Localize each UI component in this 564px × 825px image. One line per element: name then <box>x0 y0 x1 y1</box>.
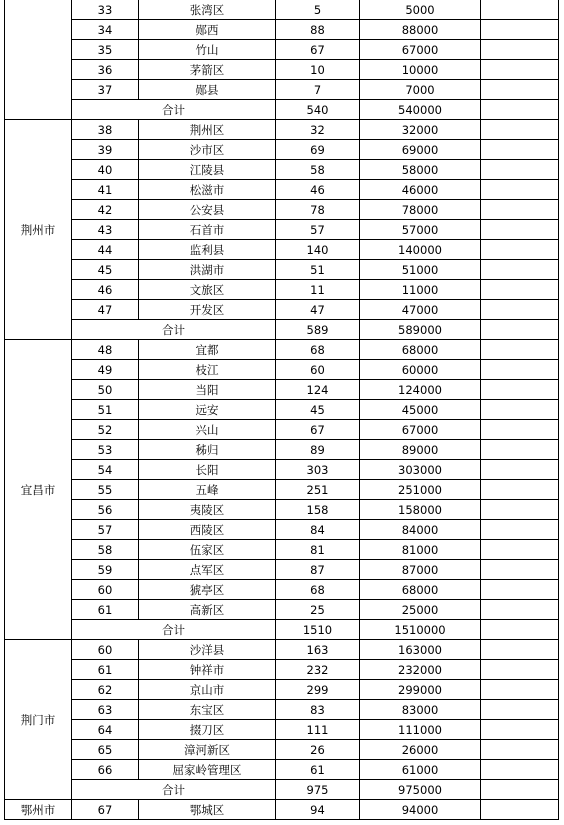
table-row <box>5 200 559 220</box>
count-cell: 78 <box>276 200 360 220</box>
document-page <box>4 0 559 820</box>
remark-cell <box>481 20 559 40</box>
count-cell: 68 <box>276 340 360 360</box>
serial-number-cell: 55 <box>72 480 139 500</box>
amount-cell: 10000 <box>360 60 481 80</box>
district-cell: 鄂城区 <box>139 800 276 820</box>
table-row <box>5 700 559 720</box>
remark-cell <box>481 480 559 500</box>
remark-cell <box>481 0 559 20</box>
remark-cell <box>481 360 559 380</box>
table-row <box>5 760 559 780</box>
count-cell: 67 <box>276 420 360 440</box>
amount-cell: 163000 <box>360 640 481 660</box>
table-row <box>5 0 559 20</box>
count-cell: 68 <box>276 580 360 600</box>
amount-cell: 84000 <box>360 520 481 540</box>
amount-cell: 67000 <box>360 420 481 440</box>
serial-number-cell: 36 <box>72 60 139 80</box>
count-cell: 84 <box>276 520 360 540</box>
table-row <box>5 500 559 520</box>
subtotal-label-cell: 合计 <box>72 100 276 120</box>
serial-number-cell: 60 <box>72 580 139 600</box>
amount-cell: 47000 <box>360 300 481 320</box>
amount-cell: 60000 <box>360 360 481 380</box>
city-cell: 鄂州市 <box>5 800 72 820</box>
district-cell: 高新区 <box>139 600 276 620</box>
remark-cell <box>481 740 559 760</box>
table-row <box>5 160 559 180</box>
serial-number-cell: 56 <box>72 500 139 520</box>
amount-cell: 94000 <box>360 800 481 820</box>
city-cell <box>5 0 72 120</box>
count-cell: 57 <box>276 220 360 240</box>
amount-cell: 299000 <box>360 680 481 700</box>
amount-cell: 158000 <box>360 500 481 520</box>
remark-cell <box>481 620 559 640</box>
remark-cell <box>481 240 559 260</box>
district-cell: 沙洋县 <box>139 640 276 660</box>
amount-cell: 81000 <box>360 540 481 560</box>
count-cell: 94 <box>276 800 360 820</box>
district-cell: 秭归 <box>139 440 276 460</box>
serial-number-cell: 43 <box>72 220 139 240</box>
table-row <box>5 120 559 140</box>
serial-number-cell: 61 <box>72 600 139 620</box>
count-cell: 7 <box>276 80 360 100</box>
table-row <box>5 420 559 440</box>
remark-cell <box>481 140 559 160</box>
subtotal-label-cell: 合计 <box>72 320 276 340</box>
amount-cell: 5000 <box>360 0 481 20</box>
district-cell: 西陵区 <box>139 520 276 540</box>
serial-number-cell: 59 <box>72 560 139 580</box>
count-cell: 111 <box>276 720 360 740</box>
count-cell: 303 <box>276 460 360 480</box>
amount-cell: 58000 <box>360 160 481 180</box>
remark-cell <box>481 380 559 400</box>
subtotal-count-cell: 975 <box>276 780 360 800</box>
amount-cell: 57000 <box>360 220 481 240</box>
district-cell: 远安 <box>139 400 276 420</box>
serial-number-cell: 66 <box>72 760 139 780</box>
count-cell: 299 <box>276 680 360 700</box>
district-cell: 郧西 <box>139 20 276 40</box>
district-cell: 荆州区 <box>139 120 276 140</box>
count-cell: 163 <box>276 640 360 660</box>
amount-cell: 87000 <box>360 560 481 580</box>
amount-cell: 251000 <box>360 480 481 500</box>
count-cell: 232 <box>276 660 360 680</box>
table-row <box>5 300 559 320</box>
table-row <box>5 480 559 500</box>
subtotal-row <box>5 100 559 120</box>
district-cell: 文旅区 <box>139 280 276 300</box>
count-cell: 51 <box>276 260 360 280</box>
table-row <box>5 140 559 160</box>
subtotal-amount-cell: 540000 <box>360 100 481 120</box>
serial-number-cell: 42 <box>72 200 139 220</box>
remark-cell <box>481 220 559 240</box>
district-cell: 茅箭区 <box>139 60 276 80</box>
remark-cell <box>481 340 559 360</box>
remark-cell <box>481 200 559 220</box>
table-row <box>5 600 559 620</box>
district-cell: 京山市 <box>139 680 276 700</box>
serial-number-cell: 37 <box>72 80 139 100</box>
serial-number-cell: 40 <box>72 160 139 180</box>
serial-number-cell: 49 <box>72 360 139 380</box>
table-row <box>5 340 559 360</box>
count-cell: 45 <box>276 400 360 420</box>
district-cell: 五峰 <box>139 480 276 500</box>
count-cell: 251 <box>276 480 360 500</box>
district-cell: 江陵县 <box>139 160 276 180</box>
serial-number-cell: 35 <box>72 40 139 60</box>
remark-cell <box>481 680 559 700</box>
subtotal-row <box>5 780 559 800</box>
district-cell: 钟祥市 <box>139 660 276 680</box>
serial-number-cell: 58 <box>72 540 139 560</box>
count-cell: 124 <box>276 380 360 400</box>
serial-number-cell: 41 <box>72 180 139 200</box>
table-row <box>5 20 559 40</box>
amount-cell: 67000 <box>360 40 481 60</box>
subtotal-label-cell: 合计 <box>72 620 276 640</box>
serial-number-cell: 57 <box>72 520 139 540</box>
amount-cell: 45000 <box>360 400 481 420</box>
count-cell: 10 <box>276 60 360 80</box>
remark-cell <box>481 420 559 440</box>
remark-cell <box>481 780 559 800</box>
remark-cell <box>481 660 559 680</box>
count-cell: 83 <box>276 700 360 720</box>
amount-cell: 68000 <box>360 340 481 360</box>
remark-cell <box>481 600 559 620</box>
district-cell: 石首市 <box>139 220 276 240</box>
subtotal-label-cell: 合计 <box>72 780 276 800</box>
remark-cell <box>481 580 559 600</box>
amount-cell: 303000 <box>360 460 481 480</box>
subtotal-amount-cell: 1510000 <box>360 620 481 640</box>
table-row <box>5 60 559 80</box>
serial-number-cell: 34 <box>72 20 139 40</box>
subtotal-count-cell: 1510 <box>276 620 360 640</box>
serial-number-cell: 54 <box>72 460 139 480</box>
count-cell: 47 <box>276 300 360 320</box>
table-row <box>5 740 559 760</box>
table-row <box>5 580 559 600</box>
district-cell: 郧县 <box>139 80 276 100</box>
district-cell: 掇刀区 <box>139 720 276 740</box>
remark-cell <box>481 120 559 140</box>
serial-number-cell: 48 <box>72 340 139 360</box>
remark-cell <box>481 60 559 80</box>
table-row <box>5 240 559 260</box>
amount-cell: 124000 <box>360 380 481 400</box>
remark-cell <box>481 100 559 120</box>
count-cell: 158 <box>276 500 360 520</box>
subtotal-row <box>5 320 559 340</box>
amount-cell: 11000 <box>360 280 481 300</box>
table-row <box>5 80 559 100</box>
district-cell: 洪湖市 <box>139 260 276 280</box>
remark-cell <box>481 540 559 560</box>
count-cell: 26 <box>276 740 360 760</box>
amount-cell: 68000 <box>360 580 481 600</box>
amount-cell: 232000 <box>360 660 481 680</box>
district-cell: 公安县 <box>139 200 276 220</box>
remark-cell <box>481 320 559 340</box>
district-cell: 伍家区 <box>139 540 276 560</box>
serial-number-cell: 60 <box>72 640 139 660</box>
district-cell: 漳河新区 <box>139 740 276 760</box>
table-row <box>5 800 559 820</box>
amount-cell: 61000 <box>360 760 481 780</box>
remark-cell <box>481 280 559 300</box>
count-cell: 69 <box>276 140 360 160</box>
remark-cell <box>481 300 559 320</box>
district-cell: 松滋市 <box>139 180 276 200</box>
serial-number-cell: 45 <box>72 260 139 280</box>
table-row <box>5 400 559 420</box>
count-cell: 81 <box>276 540 360 560</box>
district-cell: 监利县 <box>139 240 276 260</box>
remark-cell <box>481 500 559 520</box>
remark-cell <box>481 800 559 820</box>
serial-number-cell: 38 <box>72 120 139 140</box>
district-cell: 兴山 <box>139 420 276 440</box>
allocation-table <box>4 0 559 820</box>
serial-number-cell: 50 <box>72 380 139 400</box>
count-cell: 32 <box>276 120 360 140</box>
serial-number-cell: 44 <box>72 240 139 260</box>
amount-cell: 7000 <box>360 80 481 100</box>
amount-cell: 89000 <box>360 440 481 460</box>
remark-cell <box>481 460 559 480</box>
serial-number-cell: 46 <box>72 280 139 300</box>
serial-number-cell: 39 <box>72 140 139 160</box>
remark-cell <box>481 560 559 580</box>
count-cell: 89 <box>276 440 360 460</box>
table-row <box>5 260 559 280</box>
district-cell: 枝江 <box>139 360 276 380</box>
district-cell: 当阳 <box>139 380 276 400</box>
district-cell: 屈家岭管理区 <box>139 760 276 780</box>
amount-cell: 83000 <box>360 700 481 720</box>
subtotal-count-cell: 540 <box>276 100 360 120</box>
serial-number-cell: 47 <box>72 300 139 320</box>
remark-cell <box>481 640 559 660</box>
table-row <box>5 720 559 740</box>
amount-cell: 88000 <box>360 20 481 40</box>
amount-cell: 26000 <box>360 740 481 760</box>
amount-cell: 46000 <box>360 180 481 200</box>
remark-cell <box>481 180 559 200</box>
table-row <box>5 220 559 240</box>
table-body <box>5 0 559 820</box>
district-cell: 开发区 <box>139 300 276 320</box>
count-cell: 46 <box>276 180 360 200</box>
table-row <box>5 180 559 200</box>
serial-number-cell: 61 <box>72 660 139 680</box>
serial-number-cell: 51 <box>72 400 139 420</box>
remark-cell <box>481 40 559 60</box>
subtotal-amount-cell: 589000 <box>360 320 481 340</box>
count-cell: 11 <box>276 280 360 300</box>
amount-cell: 32000 <box>360 120 481 140</box>
table-row <box>5 460 559 480</box>
city-cell: 宜昌市 <box>5 340 72 640</box>
city-cell: 荆门市 <box>5 640 72 800</box>
district-cell: 点军区 <box>139 560 276 580</box>
remark-cell <box>481 520 559 540</box>
remark-cell <box>481 80 559 100</box>
serial-number-cell: 67 <box>72 800 139 820</box>
remark-cell <box>481 760 559 780</box>
remark-cell <box>481 260 559 280</box>
district-cell: 沙市区 <box>139 140 276 160</box>
count-cell: 61 <box>276 760 360 780</box>
remark-cell <box>481 440 559 460</box>
count-cell: 5 <box>276 0 360 20</box>
amount-cell: 25000 <box>360 600 481 620</box>
table-row <box>5 640 559 660</box>
amount-cell: 51000 <box>360 260 481 280</box>
subtotal-row <box>5 620 559 640</box>
count-cell: 60 <box>276 360 360 380</box>
serial-number-cell: 62 <box>72 680 139 700</box>
count-cell: 88 <box>276 20 360 40</box>
remark-cell <box>481 400 559 420</box>
remark-cell <box>481 720 559 740</box>
amount-cell: 69000 <box>360 140 481 160</box>
table-row <box>5 520 559 540</box>
amount-cell: 78000 <box>360 200 481 220</box>
city-cell: 荆州市 <box>5 120 72 340</box>
subtotal-count-cell: 589 <box>276 320 360 340</box>
amount-cell: 140000 <box>360 240 481 260</box>
count-cell: 140 <box>276 240 360 260</box>
district-cell: 猇亭区 <box>139 580 276 600</box>
table-row <box>5 560 559 580</box>
subtotal-amount-cell: 975000 <box>360 780 481 800</box>
count-cell: 58 <box>276 160 360 180</box>
serial-number-cell: 65 <box>72 740 139 760</box>
serial-number-cell: 52 <box>72 420 139 440</box>
table-row <box>5 540 559 560</box>
district-cell: 长阳 <box>139 460 276 480</box>
remark-cell <box>481 700 559 720</box>
district-cell: 宜都 <box>139 340 276 360</box>
serial-number-cell: 64 <box>72 720 139 740</box>
serial-number-cell: 33 <box>72 0 139 20</box>
table-row <box>5 680 559 700</box>
count-cell: 87 <box>276 560 360 580</box>
amount-cell: 111000 <box>360 720 481 740</box>
count-cell: 25 <box>276 600 360 620</box>
table-row <box>5 380 559 400</box>
serial-number-cell: 53 <box>72 440 139 460</box>
table-row <box>5 280 559 300</box>
district-cell: 东宝区 <box>139 700 276 720</box>
count-cell: 67 <box>276 40 360 60</box>
table-row <box>5 360 559 380</box>
table-row <box>5 40 559 60</box>
district-cell: 夷陵区 <box>139 500 276 520</box>
serial-number-cell: 63 <box>72 700 139 720</box>
district-cell: 张湾区 <box>139 0 276 20</box>
remark-cell <box>481 160 559 180</box>
table-row <box>5 440 559 460</box>
table-row <box>5 660 559 680</box>
district-cell: 竹山 <box>139 40 276 60</box>
